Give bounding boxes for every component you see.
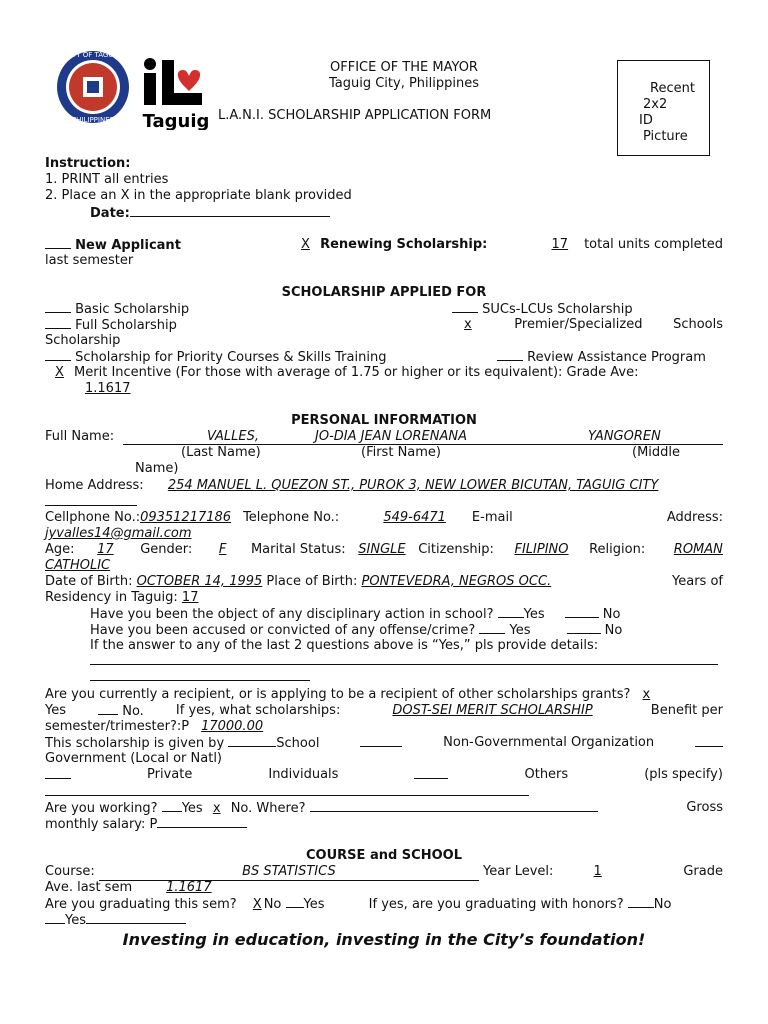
merit-incentive-row: X Merit Incentive (For those with average of 1.75 or higher or its equivalent): Grade Ave: (45, 365, 723, 381)
instruction-title: Instruction: (45, 156, 131, 171)
given-by-row: This scholarship is given by School Non-Governmental Organization (45, 735, 723, 751)
working-row: Are you working? Yes x No. Where? Gross (45, 800, 723, 816)
citizenship-field[interactable]: FILIPINO (514, 542, 569, 557)
premier-mark[interactable]: x (464, 317, 472, 332)
last-name-field: VALLES, (207, 429, 259, 444)
basic-scholarship-row: Basic Scholarship (45, 301, 723, 317)
course-heading: COURSE and SCHOOL (306, 848, 462, 863)
scholarship-heading: SCHOLARSHIP APPLIED FOR (281, 285, 487, 300)
date-field[interactable] (130, 205, 330, 217)
city-subtitle: Taguig City, Philippines (328, 76, 480, 91)
telephone-field[interactable]: 549-6471 (383, 510, 446, 525)
renew-mark[interactable]: X (301, 237, 310, 252)
sucs-scholarship-row: SUCs-LCUs Scholarship (452, 301, 633, 318)
full-scholarship-row: Full Scholarship (45, 317, 723, 333)
where-field[interactable] (310, 800, 598, 812)
instruction-item-2: 2. Place an X in the appropriate blank provided (45, 188, 352, 203)
course-row: Course: BS STATISTICS Year Level: 1 Grade (45, 864, 723, 879)
logo-wordmark: Taguig (142, 111, 210, 130)
year-level-field[interactable]: 1 (593, 864, 602, 879)
dob-field[interactable]: OCTOBER 14, 1995 (136, 574, 263, 589)
salary-field[interactable] (157, 816, 247, 828)
cellphone-field[interactable]: 09351217186 (140, 510, 232, 525)
middle-name-field: YANGOREN (588, 429, 661, 444)
svg-text:PHILIPPINES: PHILIPPINES (71, 116, 115, 124)
units-field[interactable]: 17 (551, 237, 569, 252)
other-scholarship-field[interactable]: DOST-SEI MERIT SCHOLARSHIP (392, 703, 593, 718)
graduating-row: Are you graduating this sem? X No Yes If yes, are you graduating with honors? No (45, 897, 672, 912)
grade-ave-field[interactable]: 1.1617 (85, 381, 131, 396)
marital-field[interactable]: SINGLE (358, 542, 406, 557)
private-others-row: Private Individuals Others (pls specify) (45, 767, 723, 783)
details-line-1[interactable] (90, 664, 718, 665)
first-name-field: JO-DIA JEAN LORENANA (315, 429, 467, 444)
pob-field[interactable]: PONTEVEDRA, NEGROS OCC. (361, 574, 552, 589)
accused-question: Have you been accused or convicted of any offense/crime? Yes No (90, 623, 623, 638)
graduating-mark[interactable]: X (252, 897, 262, 912)
review-assistance-row: Review Assistance Program (497, 349, 706, 366)
details-line-2[interactable] (90, 680, 310, 681)
contact-row: Cellphone No.:09351217186 Telephone No.: 549-6471 E-mail Address: (45, 510, 723, 525)
photo-box: Recent 2x2 ID Picture (617, 60, 710, 156)
grade-ave-row (45, 381, 723, 397)
applicant-type-row: New Applicant X Renewing Scholarship: 17 total units completed (45, 237, 723, 253)
new-applicant-blank[interactable] (45, 237, 71, 249)
svg-text:CITY OF TAGUIG: CITY OF TAGUIG (65, 51, 121, 59)
gender-field[interactable]: F (218, 542, 227, 557)
footer-slogan: Investing in education, investing in the City’s foundation! (122, 930, 646, 949)
course-field[interactable]: BS STATISTICS (99, 864, 479, 881)
address-row: Home Address: 254 MANUEL L. QUEZON ST., PUROK 3, NEW LOWER BICUTAN, TAGUIG CITY (45, 478, 659, 493)
date-row: Date: (90, 205, 723, 221)
working-mark[interactable]: x (212, 801, 221, 816)
demographics-row: Age: 17 Gender: F Marital Status: SINGLE Citizenship: FILIPINO Religion: ROMAN (45, 542, 723, 557)
age-field[interactable]: 17 (97, 542, 114, 557)
recipient-mark[interactable]: x (642, 687, 651, 702)
merit-mark[interactable]: X (55, 365, 64, 380)
specify-line[interactable] (45, 795, 529, 796)
residency-field[interactable]: 17 (181, 590, 199, 605)
office-title: OFFICE OF THE MAYOR (330, 60, 478, 75)
discipline-question: Have you been the object of any disciplinary action in school? Yes No (90, 607, 621, 622)
premier-scholarship-row: x Premier/Specialized Schools (452, 317, 723, 333)
address-field[interactable]: 254 MANUEL L. QUEZON ST., PUROK 3, NEW LOWER BICUTAN, TAGUIG CITY (167, 478, 659, 493)
full-name-row: Full Name: VALLES, JO-DIA JEAN LORENANA YANGOREN (45, 429, 723, 445)
email-field[interactable]: jyvalles14@gmail.com (45, 526, 192, 541)
ave-last-sem-field[interactable]: 1.1617 (166, 880, 212, 895)
recipient-question: Are you currently a recipient, or is applying to be a recipient of other scholarships grants? x (45, 687, 723, 703)
religion-field[interactable]: ROMAN (673, 542, 723, 557)
personal-heading: PERSONAL INFORMATION (291, 413, 477, 428)
instruction-item-1: 1. PRINT all entries (45, 172, 169, 187)
form-title: L.A.N.I. SCHOLARSHIP APPLICATION FORM (218, 108, 492, 123)
benefit-field[interactable]: 17000.00 (201, 719, 264, 734)
birth-row: Date of Birth: OCTOBER 14, 1995 Place of Birth: PONTEVEDRA, NEGROS OCC. Years of (45, 574, 723, 589)
priority-courses-row: Scholarship for Priority Courses & Skills Training (45, 349, 723, 365)
